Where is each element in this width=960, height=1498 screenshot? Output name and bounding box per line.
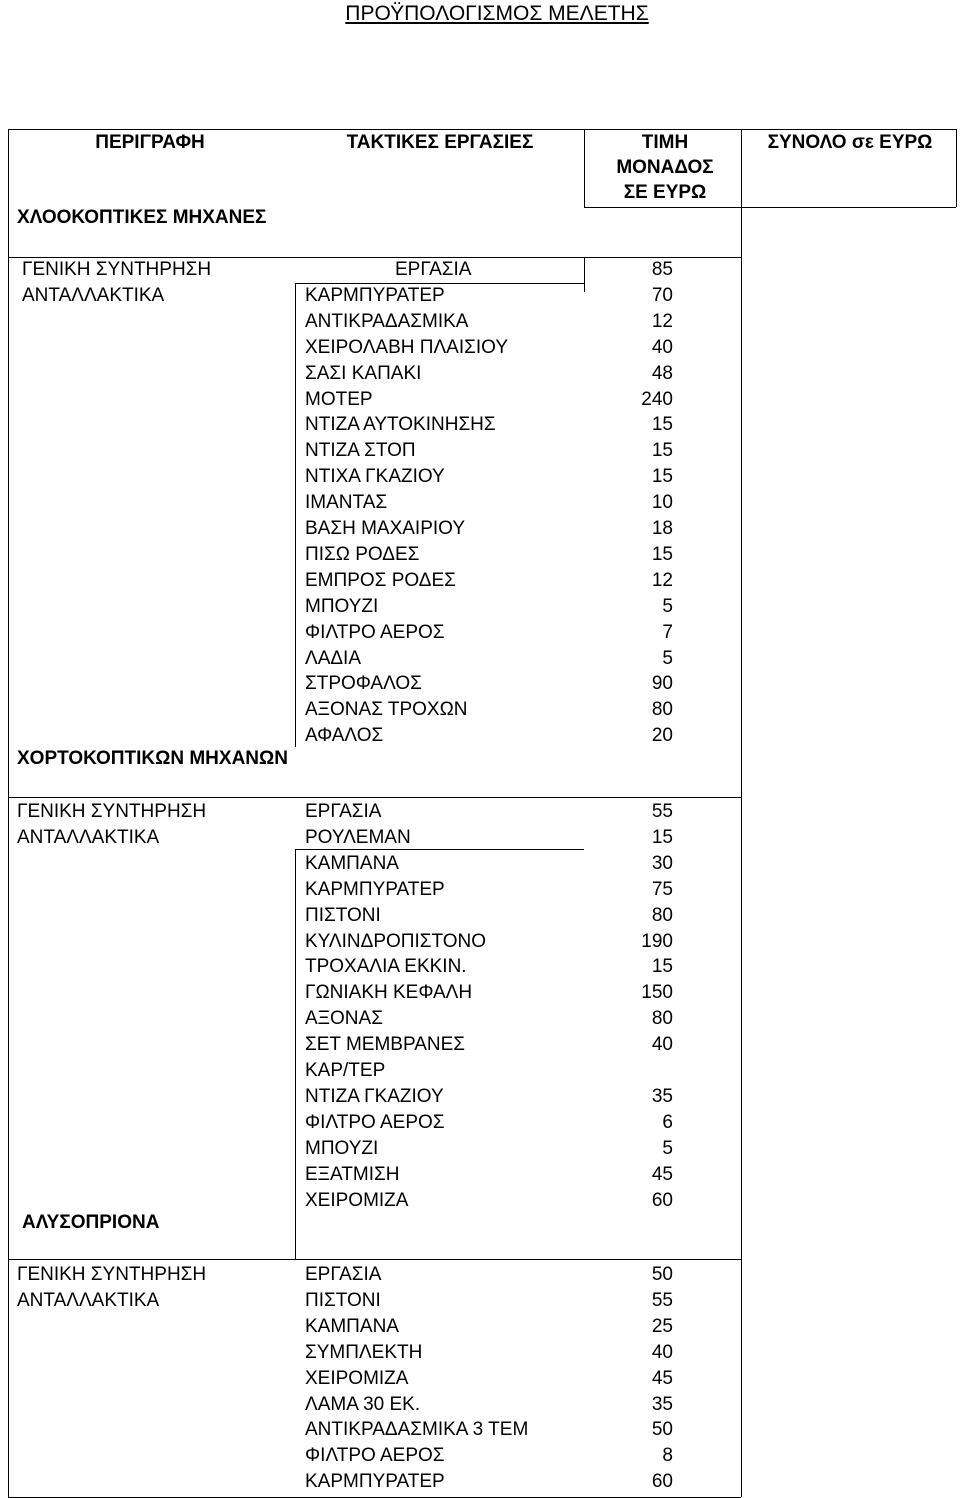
header-tasks: ΤΑΚΤΙΚΕΣ ΕΡΓΑΣΙΕΣ (346, 132, 534, 153)
row-price: 15 (651, 466, 673, 488)
row-category: ΑΝΤΑΛΛΑΚΤΙΚΑ (17, 1289, 160, 1311)
row-price: 45 (651, 1163, 673, 1185)
row-item: ΑΦΑΛΟΣ (305, 725, 384, 747)
row-item: ΑΞΟΝΑΣ (305, 1008, 383, 1030)
row-item: ΣΥΜΠΛΕΚΤΗ (305, 1341, 423, 1363)
row-price: 5 (662, 1137, 673, 1159)
row-item: ΑΝΤΙΚΡΑΔΑΣΜΙΚΑ (305, 310, 469, 332)
row-price: 15 (651, 956, 673, 978)
row-price: 80 (651, 904, 673, 926)
section-title: ΑΛΥΣΟΠΡΙΟΝΑ (22, 1212, 160, 1233)
row-item: ΣΕΤ ΜΕΜΒΡΑΝΕΣ (305, 1034, 466, 1056)
row-price: 90 (651, 673, 673, 695)
row-item: ΕΞΑΤΜΙΣΗ (305, 1163, 400, 1185)
row-price: 55 (651, 801, 673, 822)
row-price: 40 (651, 1034, 673, 1056)
row-price: 12 (651, 569, 673, 591)
total-column-left-border (741, 129, 742, 1497)
table-left-border (8, 129, 9, 1497)
header-bottom-border (584, 207, 956, 208)
row-price: 50 (651, 1419, 673, 1441)
row-price: 240 (641, 388, 673, 410)
row-item: ΡΟΥΛΕΜΑΝ (305, 826, 411, 848)
row-price: 150 (641, 982, 673, 1004)
row-item: ΚΑΜΠΑΝΑ (305, 852, 399, 874)
row-category: ΓΕΝΙΚΗ ΣΥΝΤΗΡΗΣΗ (22, 259, 212, 280)
row-item: ΛΑΜΑ 30 ΕΚ. (305, 1393, 421, 1415)
row-item: ΙΜΑΝΤΑΣ (305, 492, 388, 514)
row-price: 15 (651, 826, 673, 848)
row-price: 55 (651, 1289, 673, 1311)
page-title: ΠΡΟΫΠΟΛΟΓΙΣΜΟΣ ΜΕΛΕΤΗΣ (345, 2, 649, 25)
row-price: 70 (651, 284, 673, 306)
row-item-continued: ΚΑΡ/ΤΕΡ (305, 1060, 386, 1081)
price-column-left-border (584, 129, 585, 207)
row-item: ΣΑΣΙ ΚΑΠΑΚΙ (305, 362, 422, 384)
row-item: ΧΕΙΡΟΜΙΖΑ (305, 1367, 409, 1389)
row-price: 25 (651, 1315, 673, 1337)
row-item: ΜΟΤΕΡ (305, 388, 373, 410)
row-item: ΑΞΟΝΑΣ ΤΡΟΧΩΝ (305, 699, 468, 721)
row-price: 190 (641, 930, 673, 952)
total-column-right-border (956, 129, 957, 207)
row-price: 15 (651, 440, 673, 462)
row-item: ΜΠΟΥΖΙ (305, 1137, 379, 1159)
row-price: 45 (651, 1367, 673, 1389)
row-price: 60 (651, 1189, 673, 1211)
row-price: 6 (662, 1111, 673, 1133)
row-price: 40 (651, 336, 673, 358)
row-category: ΓΕΝΙΚΗ ΣΥΝΤΗΡΗΣΗ (17, 801, 207, 822)
row-price: 85 (651, 259, 673, 280)
row-price: 35 (651, 1393, 673, 1415)
row-item: ΕΜΠΡΟΣ ΡΟΔΕΣ (305, 569, 456, 591)
row-item: ΚΑΡΜΠΥΡΑΤΕΡ (305, 1471, 445, 1493)
row-item: ΚΑΜΠΑΝΑ (305, 1315, 399, 1337)
row-item: ΓΩΝΙΑΚΗ ΚΕΦΑΛΗ (305, 982, 473, 1004)
row-item: ΒΑΣΗ ΜΑΧΑΙΡΙΟΥ (305, 518, 466, 539)
row-item: ΧΕΙΡΟΜΙΖΑ (305, 1189, 409, 1211)
row-item: ΚΑΡΜΠΥΡΑΤΕΡ (305, 284, 445, 306)
row-price: 60 (651, 1471, 673, 1493)
row-price: 50 (651, 1264, 673, 1285)
section1-item-divider (295, 283, 296, 747)
header-description: ΠΕΡΙΓΡΑΦΗ (95, 132, 205, 153)
row-item: ΝΤΙΖΑ ΑΥΤΟΚΙΝΗΣΗΣ (305, 414, 496, 436)
row-price: 48 (651, 362, 673, 384)
row-item: ΠΙΣΩ ΡΟΔΕΣ (305, 543, 420, 565)
row-item: ΦΙΛΤΡΟ ΑΕΡΟΣ (305, 621, 445, 643)
row-price: 8 (662, 1445, 673, 1467)
row-item: ΠΙΣΤΟΝΙ (305, 1289, 381, 1311)
row-item: ΚΑΡΜΠΥΡΑΤΕΡ (305, 878, 445, 900)
row-price: 10 (651, 492, 673, 514)
header-unit-price-line3: ΣΕ ΕΥΡΩ (623, 182, 707, 203)
header-total: ΣΥΝΟΛΟ σε ΕΥΡΩ (767, 132, 933, 153)
row-price: 30 (651, 852, 673, 874)
row-item: ΜΠΟΥΖΙ (305, 595, 379, 617)
row-price: 12 (651, 310, 673, 332)
section2-divider (8, 797, 741, 798)
row-category: ΑΝΤΑΛΛΑΚΤΙΚΑ (22, 284, 165, 306)
row-price: 5 (662, 647, 673, 669)
row-item: ΑΝΤΙΚΡΑΔΑΣΜΙΚΑ 3 ΤΕΜ (305, 1419, 529, 1441)
row-item: ΧΕΙΡΟΛΑΒΗ ΠΛΑΙΣΙΟΥ (305, 336, 508, 358)
header-unit-price-line1: ΤΙΜΗ (641, 132, 689, 153)
row-item: ΣΤΡΟΦΑΛΟΣ (305, 673, 422, 695)
section2-item-divider (295, 849, 296, 1259)
row-item: ΝΤΙΧΑ ΓΚΑΖΙΟΥ (305, 466, 445, 488)
row-price: 35 (651, 1085, 673, 1107)
row-item: ΕΡΓΑΣΙΑ (305, 1264, 382, 1285)
row-item: ΦΙΛΤΡΟ ΑΕΡΟΣ (305, 1445, 445, 1467)
section-title: ΧΛΟΟΚΟΠΤΙΚΕΣ ΜΗΧΑΝΕΣ (17, 207, 267, 228)
row-price: 15 (651, 414, 673, 436)
section-title: ΧΟΡΤΟΚΟΠΤΙΚΩΝ ΜΗΧΑΝΩΝ (17, 748, 288, 769)
row-item: ΠΙΣΤΟΝΙ (305, 904, 381, 926)
row-price: 80 (651, 1008, 673, 1030)
section3-divider (8, 1259, 741, 1260)
row-price: 75 (651, 878, 673, 900)
row-price: 20 (651, 725, 673, 747)
row-item: ΕΡΓΑΣΙΑ (395, 259, 472, 280)
row-price: 5 (662, 595, 673, 617)
row-price: 15 (651, 543, 673, 565)
row-price: 40 (651, 1341, 673, 1363)
row-item: ΤΡΟΧΑΛΙΑ ΕΚΚΙΝ. (305, 956, 467, 978)
row-item: ΝΤΙΖΑ ΓΚΑΖΙΟΥ (305, 1085, 444, 1107)
header-unit-price (590, 130, 740, 205)
row-price: 80 (651, 699, 673, 721)
row-category: ΓΕΝΙΚΗ ΣΥΝΤΗΡΗΣΗ (17, 1264, 207, 1285)
section2-subdivider (295, 849, 584, 850)
row-item: ΛΑΔΙΑ (305, 647, 362, 669)
row-category: ΑΝΤΑΛΛΑΚΤΙΚΑ (17, 826, 160, 848)
row-price: 18 (651, 518, 673, 539)
row-item: ΝΤΙΖΑ ΣΤΟΠ (305, 440, 416, 462)
row-item: ΕΡΓΑΣΙΑ (305, 801, 382, 822)
header-unit-price-line2: ΜΟΝΑΔΟΣ (616, 157, 714, 178)
row-item: ΦΙΛΤΡΟ ΑΕΡΟΣ (305, 1111, 445, 1133)
row-item: ΚΥΛΙΝΔΡΟΠΙΣΤΟΝΟ (305, 930, 487, 952)
row-price: 7 (662, 621, 673, 643)
